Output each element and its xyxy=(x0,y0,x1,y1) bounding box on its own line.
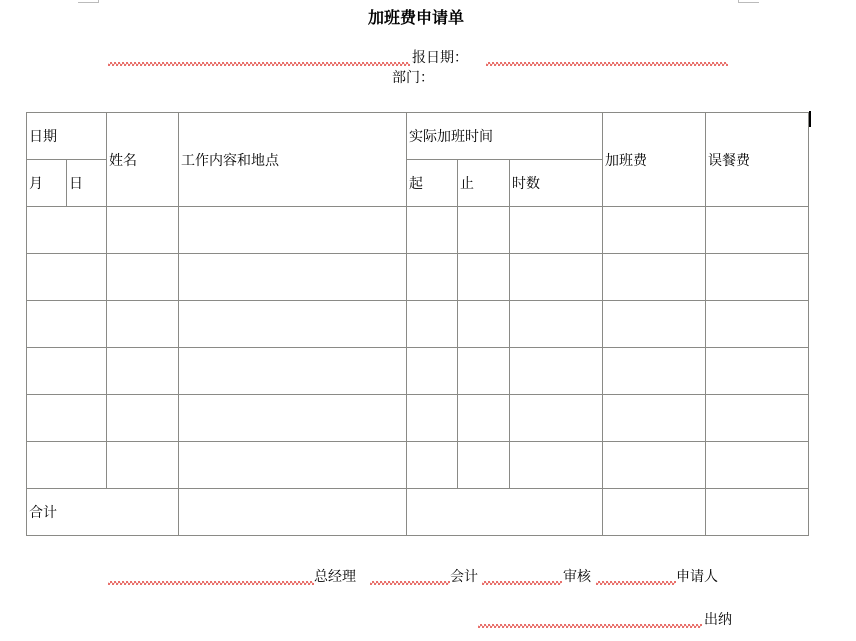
meal-allowance-cell[interactable] xyxy=(706,207,809,254)
total-overtime-cell[interactable] xyxy=(407,489,603,536)
end-header[interactable]: 止 xyxy=(458,160,510,207)
start-cell[interactable] xyxy=(407,442,458,489)
work-content-cell[interactable] xyxy=(179,254,407,301)
work-content-cell[interactable] xyxy=(179,442,407,489)
name-cell[interactable] xyxy=(107,254,179,301)
page-corner-mark-right xyxy=(738,0,759,3)
total-work-content-cell[interactable] xyxy=(179,489,407,536)
end-cell[interactable] xyxy=(458,348,510,395)
hours-cell[interactable] xyxy=(510,207,603,254)
meal-allowance-cell[interactable] xyxy=(706,301,809,348)
general-manager-label: 总经理 xyxy=(314,569,356,585)
start-cell[interactable] xyxy=(407,395,458,442)
cashier-label: 出纳 xyxy=(704,612,732,628)
work-content-cell[interactable] xyxy=(179,395,407,442)
overtime-pay-cell[interactable] xyxy=(603,348,706,395)
name-header[interactable]: 姓名 xyxy=(107,113,179,207)
spellcheck-underline xyxy=(370,581,450,587)
table-row xyxy=(27,301,809,348)
date-cell[interactable] xyxy=(27,254,107,301)
hours-cell[interactable] xyxy=(510,348,603,395)
date-cell[interactable] xyxy=(27,395,107,442)
month-header[interactable]: 月 xyxy=(27,160,67,207)
accountant-label: 会计 xyxy=(450,569,478,585)
total-row xyxy=(27,489,809,536)
name-cell[interactable] xyxy=(107,348,179,395)
spellcheck-underline xyxy=(486,62,728,68)
total-meal-allowance-cell[interactable] xyxy=(706,489,809,536)
table-row xyxy=(27,348,809,395)
page-corner-mark-left xyxy=(78,0,99,3)
document-title: 加班费申请单 xyxy=(367,8,464,27)
table-row xyxy=(27,442,809,489)
text-cursor xyxy=(809,111,811,127)
meal-allowance-cell[interactable] xyxy=(706,348,809,395)
meal-allowance-header[interactable]: 误餐费 xyxy=(706,113,809,207)
spellcheck-underline xyxy=(478,624,702,630)
name-cell[interactable] xyxy=(107,395,179,442)
actual-overtime-header[interactable]: 实际加班时间 xyxy=(407,113,603,160)
date-cell[interactable] xyxy=(27,348,107,395)
date-cell[interactable] xyxy=(27,442,107,489)
day-header[interactable]: 日 xyxy=(67,160,107,207)
department-label: 部门： xyxy=(392,70,434,86)
start-cell[interactable] xyxy=(407,254,458,301)
spellcheck-underline xyxy=(108,62,410,68)
applicant-label: 申请人 xyxy=(676,569,718,585)
name-cell[interactable] xyxy=(107,442,179,489)
end-cell[interactable] xyxy=(458,301,510,348)
name-cell[interactable] xyxy=(107,207,179,254)
hours-cell[interactable] xyxy=(510,442,603,489)
date-header[interactable]: 日期 xyxy=(27,113,107,160)
work-content-cell[interactable] xyxy=(179,301,407,348)
table-row xyxy=(27,254,809,301)
date-cell[interactable] xyxy=(27,207,107,254)
header-row-1 xyxy=(27,113,809,160)
start-cell[interactable] xyxy=(407,207,458,254)
work-content-cell[interactable] xyxy=(179,207,407,254)
total-label[interactable]: 合计 xyxy=(27,489,179,536)
date-cell[interactable] xyxy=(27,301,107,348)
end-cell[interactable] xyxy=(458,207,510,254)
meal-allowance-cell[interactable] xyxy=(706,442,809,489)
hours-header[interactable]: 时数 xyxy=(510,160,603,207)
table-row xyxy=(27,395,809,442)
hours-cell[interactable] xyxy=(510,395,603,442)
overtime-form-table xyxy=(26,112,809,536)
spellcheck-underline xyxy=(482,581,562,587)
table-row xyxy=(27,207,809,254)
overtime-pay-cell[interactable] xyxy=(603,395,706,442)
meal-allowance-cell[interactable] xyxy=(706,395,809,442)
end-cell[interactable] xyxy=(458,442,510,489)
work-content-header[interactable]: 工作内容和地点 xyxy=(179,113,407,207)
start-cell[interactable] xyxy=(407,301,458,348)
total-overtime-pay-cell[interactable] xyxy=(603,489,706,536)
work-content-cell[interactable] xyxy=(179,348,407,395)
hours-cell[interactable] xyxy=(510,254,603,301)
overtime-pay-cell[interactable] xyxy=(603,442,706,489)
end-cell[interactable] xyxy=(458,395,510,442)
overtime-pay-cell[interactable] xyxy=(603,254,706,301)
meal-allowance-cell[interactable] xyxy=(706,254,809,301)
name-cell[interactable] xyxy=(107,301,179,348)
spellcheck-underline xyxy=(596,581,676,587)
reviewer-label: 审核 xyxy=(563,569,591,585)
overtime-pay-cell[interactable] xyxy=(603,207,706,254)
end-cell[interactable] xyxy=(458,254,510,301)
report-date-label: 报日期： xyxy=(412,50,468,66)
spellcheck-underline xyxy=(108,581,314,587)
hours-cell[interactable] xyxy=(510,301,603,348)
overtime-pay-cell[interactable] xyxy=(603,301,706,348)
overtime-pay-header[interactable]: 加班费 xyxy=(603,113,706,207)
start-header[interactable]: 起 xyxy=(407,160,458,207)
start-cell[interactable] xyxy=(407,348,458,395)
